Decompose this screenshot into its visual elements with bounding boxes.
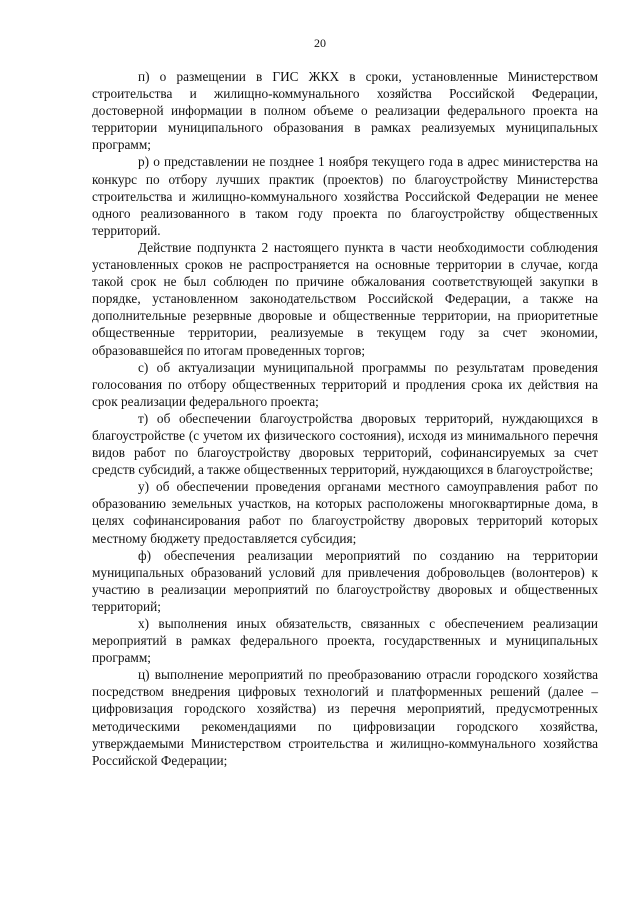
paragraph-s: с) об актуализации муниципальной программы по результатам проведения голосования по отбору общественных территорий и продления срока их действия на срок реализации федерального проекта; — [92, 359, 598, 409]
paragraph-kh: х) выполнения иных обязательств, связанных с обеспечением реализации мероприятий в рамках федерального проекта, государственных и муниципальных программ; — [92, 616, 598, 666]
document-body — [92, 68, 598, 769]
paragraph-u: у) об обеспечении проведения органами местного самоуправления работ по образованию земельных участков, на которых расположены многоквартирные дома, в целях софинансирования работ по благоустройству дворовых территорий которых местному бюджету предоставляется субсидия; — [92, 479, 598, 546]
paragraph-exception: Действие подпункта 2 настоящего пункта в части необходимости соблюдения установленных сроков не распространяется на основные территории в случае, когда такой срок не был соблюден по причине обжалования соответствующей закупки в порядке, установленном законодательством Российской Федерации, а также на дополнительные резервные дворовые и общественные территории, на приоритетные общественные территории, реализуемые в текущем году за счет экономии, образовавшейся по итогам проведенных торгов; — [92, 239, 598, 358]
page-number: 20 — [314, 36, 326, 50]
paragraph-f: ф) обеспечения реализации мероприятий по созданию на территории муниципальных образований условий для привлечения добровольцев (волонтеров) к участию в реализации мероприятий по благоустройству дворовых и общественных территорий; — [92, 547, 598, 614]
paragraph-p: п) о размещении в ГИС ЖКХ в сроки, установленные Министерством строительства и жилищно-коммунального хозяйства Российской Федерации, достоверной информации в полном объеме о реализации федерального проекта на территории муниципального образования в рамках реализуемых муниципальных программ; — [92, 69, 598, 153]
paragraph-r: р) о представлении не позднее 1 ноября текущего года в адрес министерства на конкурс по отбору лучших практик (проектов) по благоустройству Министерства строительства и жилищно-коммунального хозяйства Российской Федерации не менее одного реализованного в таком году проекта по благоустройству общественных территорий. — [92, 154, 598, 238]
paragraph-ts: ц) выполнение мероприятий по преобразованию отрасли городского хозяйства посредством внедрения цифровых технологий и платформенных решений (далее – цифровизация городского хозяйства) из перечня мероприятий, предусмотренных методическими рекомендациями по цифровизации городского хозяйства, утверждаемыми Министерством строительства и жилищно-коммунального хозяйства Российской Федерации; — [92, 667, 598, 768]
paragraph-t: т) об обеспечении благоустройства дворовых территорий, нуждающихся в благоустройстве (с учетом их физического состояния), исходя из минимального перечня видов работ по благоустройству дворовых территорий, софинансируемых за счет средств субсидий, а также общественных территорий, нуждающихся в благоустройстве; — [92, 410, 598, 478]
